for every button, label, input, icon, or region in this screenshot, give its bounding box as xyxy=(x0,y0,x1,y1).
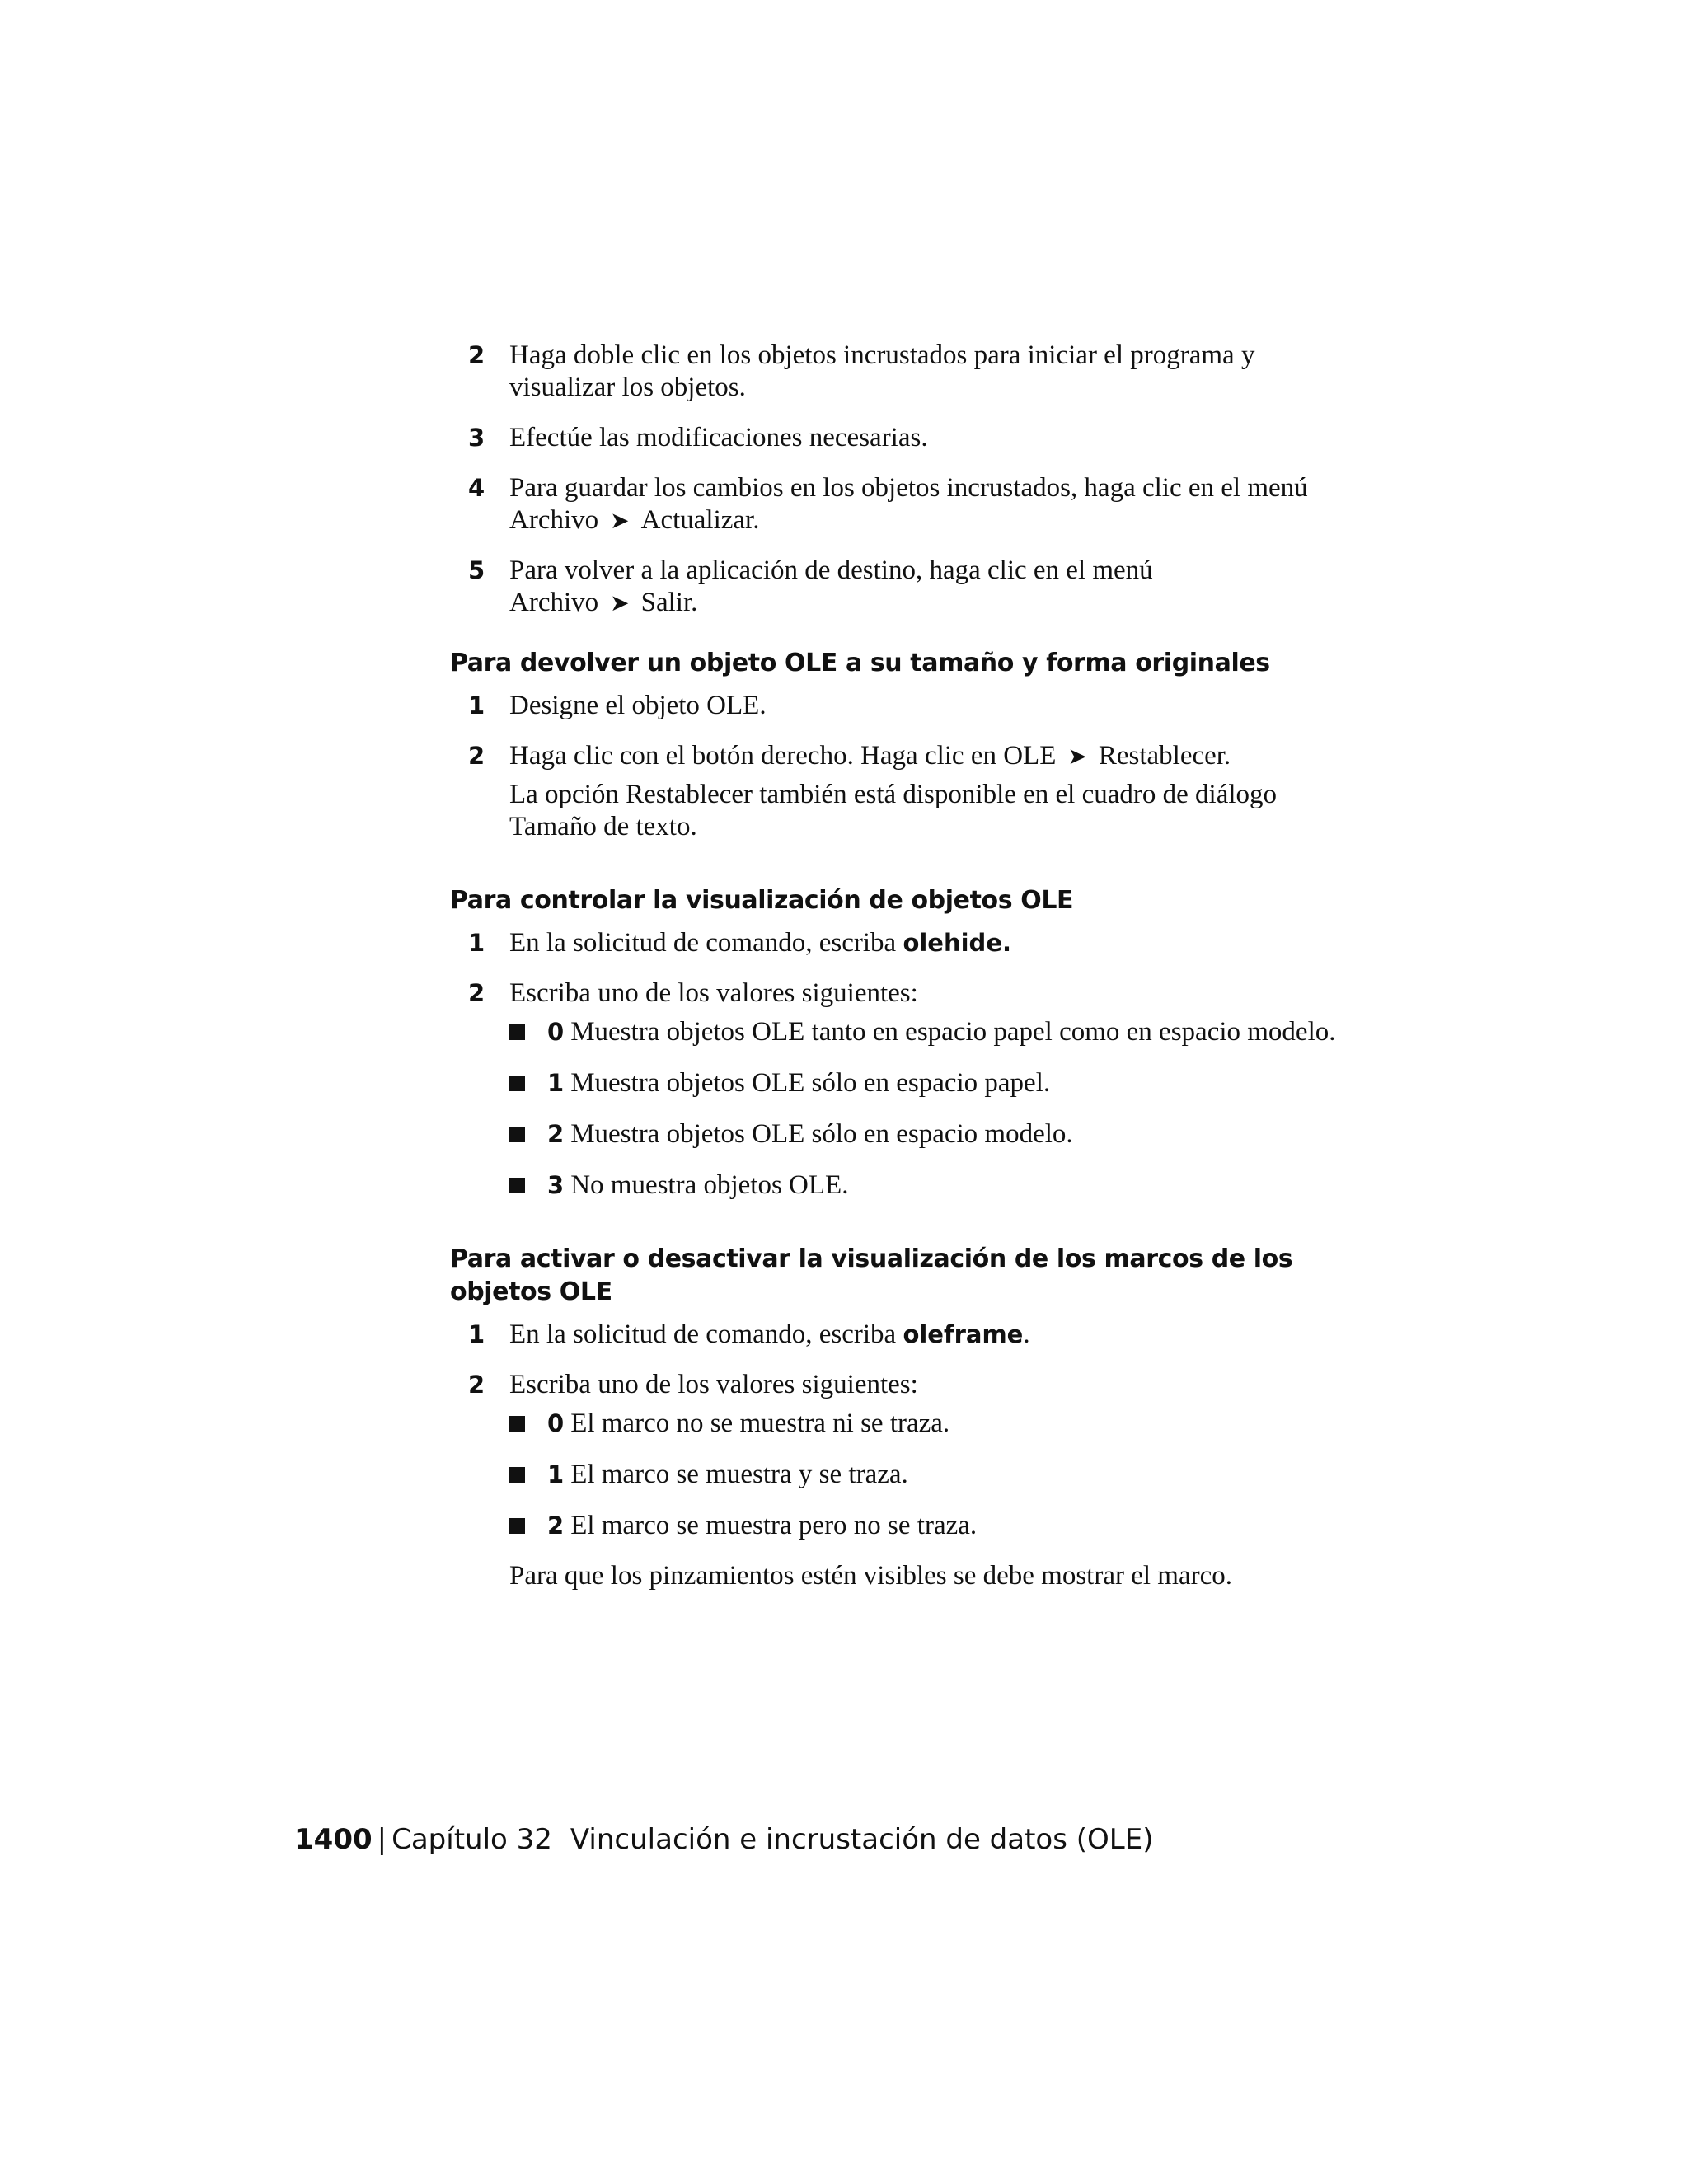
page-content xyxy=(450,340,1340,1592)
option-text: El marco no se muestra ni se traza. xyxy=(570,1408,950,1438)
bullet-square-icon xyxy=(509,1467,525,1483)
step-1-oleframe xyxy=(450,1319,1340,1351)
menu-arrow-icon: ➤ xyxy=(610,507,630,534)
option-text: No muestra objetos OLE. xyxy=(570,1170,849,1200)
step-text-before: Haga clic con el botón derecho. Haga clic en OLE xyxy=(509,741,1057,771)
option-text: Muestra objetos OLE sólo en espacio papel. xyxy=(570,1068,1051,1098)
page-number: 1400 xyxy=(294,1823,373,1856)
option-text: El marco se muestra pero no se traza. xyxy=(570,1511,978,1540)
list-item xyxy=(509,1408,1340,1440)
step-number: 2 xyxy=(468,742,485,770)
step-text-after: Restablecer. xyxy=(1098,741,1231,771)
step-text: Haga doble clic en los objetos incrustados para iniciar el programa y visualizar los objetos. xyxy=(509,340,1255,402)
list-item xyxy=(509,1016,1340,1048)
step-2-choose-value xyxy=(450,977,1340,1202)
list-item xyxy=(509,1118,1340,1151)
list-item xyxy=(509,1459,1340,1491)
step-text xyxy=(509,1319,1340,1351)
chapter-label: Capítulo 32 xyxy=(392,1823,552,1856)
step-number: 1 xyxy=(468,1320,485,1348)
step-text-before: Para volver a la aplicación de destino, haga clic en el menú Archivo xyxy=(509,555,1153,617)
step-text xyxy=(509,740,1340,772)
option-value: 2 xyxy=(547,1511,565,1540)
step-2-choose-frame-value xyxy=(450,1369,1340,1542)
step-text-before: En la solicitud de comando, escriba xyxy=(509,928,903,958)
command-name: oleframe xyxy=(903,1320,1024,1348)
option-value: 1 xyxy=(547,1460,565,1488)
option-text: Muestra objetos OLE tanto en espacio papel como en espacio modelo. xyxy=(570,1017,1336,1047)
bullet-square-icon xyxy=(509,1076,525,1091)
section-heading-reset: Para devolver un objeto OLE a su tamaño y forma originales xyxy=(450,649,1270,677)
frame-note: Para que los pinzamientos estén visibles se debe mostrar el marco. xyxy=(509,1561,1232,1591)
chapter-title: Vinculación e incrustación de datos (OLE) xyxy=(570,1823,1154,1856)
step-number: 1 xyxy=(468,691,485,719)
value-list xyxy=(509,1408,1340,1542)
bullet-square-icon xyxy=(509,1178,525,1193)
option-value: 3 xyxy=(547,1171,565,1199)
bullet-square-icon xyxy=(509,1024,525,1040)
step-4-save xyxy=(450,472,1340,537)
step-number: 1 xyxy=(468,929,485,957)
step-text: Escriba uno de los valores siguientes: xyxy=(509,978,918,1008)
command-name: olehide. xyxy=(903,929,1011,957)
step-text-after: Salir. xyxy=(640,588,698,617)
step-text: Efectúe las modificaciones necesarias. xyxy=(509,423,928,452)
section-heading-frames: Para activar o desactivar la visualización de los marcos de los objetos OLE xyxy=(450,1244,1293,1306)
step-number: 2 xyxy=(468,1371,485,1399)
step-number: 3 xyxy=(468,424,485,452)
step-text xyxy=(509,472,1340,537)
option-value: 1 xyxy=(547,1069,565,1097)
step-text-after: . xyxy=(1023,1319,1030,1349)
section-heading-display: Para controlar la visualización de objetos OLE xyxy=(450,886,1074,915)
step-2-right-click xyxy=(450,740,1340,843)
step-text-before: En la solicitud de comando, escriba xyxy=(509,1319,903,1349)
option-text: El marco se muestra y se traza. xyxy=(570,1460,908,1489)
step-2-double-click xyxy=(450,340,1340,404)
step-1-olehide xyxy=(450,927,1340,959)
step-1-select-object xyxy=(450,690,1340,722)
step-number: 2 xyxy=(468,341,485,369)
step-number: 2 xyxy=(468,979,485,1007)
option-value: 2 xyxy=(547,1120,565,1148)
menu-arrow-icon: ➤ xyxy=(610,589,630,616)
step-text: Designe el objeto OLE. xyxy=(509,691,767,720)
step-number: 5 xyxy=(468,556,485,584)
step-text-after: Actualizar. xyxy=(640,505,760,535)
list-item xyxy=(509,1169,1340,1202)
footer-separator: | xyxy=(377,1823,387,1856)
step-text xyxy=(509,555,1340,619)
value-list xyxy=(509,1016,1340,1202)
bullet-square-icon xyxy=(509,1518,525,1534)
option-text: Muestra objetos OLE sólo en espacio modelo. xyxy=(570,1119,1073,1149)
step-note: La opción Restablecer también está disponible en el cuadro de diálogo Tamaño de texto. xyxy=(509,780,1278,841)
option-value: 0 xyxy=(547,1409,565,1437)
step-3-modify xyxy=(450,422,1340,454)
list-item xyxy=(509,1067,1340,1099)
step-text: Escriba uno de los valores siguientes: xyxy=(509,1370,918,1399)
page-footer xyxy=(294,1821,1153,1858)
bullet-square-icon xyxy=(509,1127,525,1142)
step-5-exit xyxy=(450,555,1340,619)
step-text-before: Para guardar los cambios en los objetos incrustados, haga clic en el menú Archivo xyxy=(509,473,1308,535)
step-text xyxy=(509,927,1340,959)
option-value: 0 xyxy=(547,1018,565,1046)
step-number: 4 xyxy=(468,474,485,502)
list-item xyxy=(509,1510,1340,1542)
menu-arrow-icon: ➤ xyxy=(1067,743,1087,770)
bullet-square-icon xyxy=(509,1416,525,1432)
